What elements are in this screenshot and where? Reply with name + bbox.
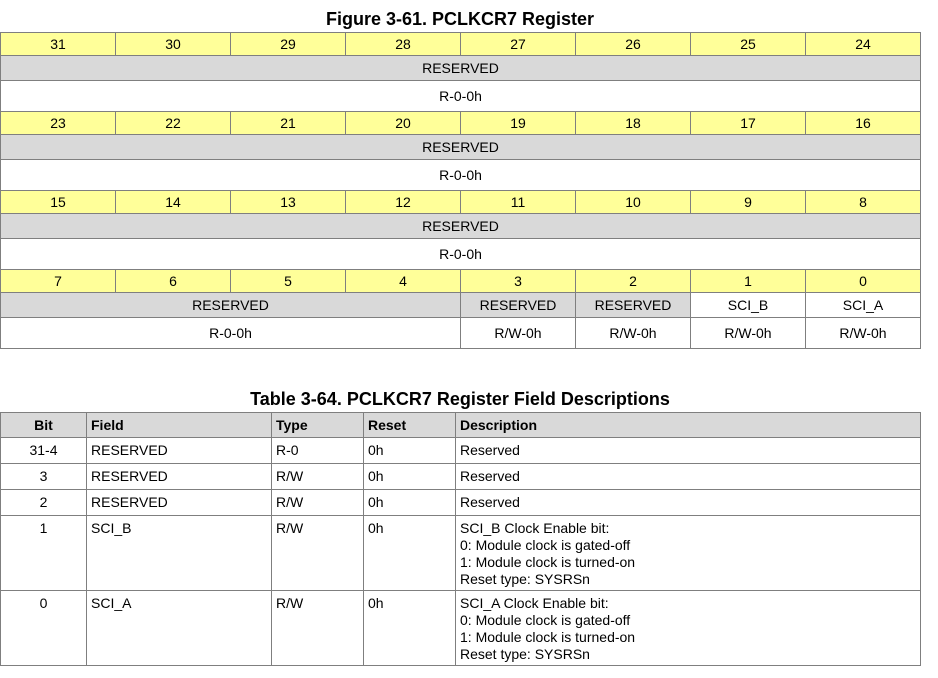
description-line: Reserved bbox=[460, 468, 520, 484]
bit-number: 21 bbox=[231, 112, 346, 135]
bit-number: 16 bbox=[806, 112, 921, 135]
bit-number-row bbox=[1, 33, 921, 56]
field-descriptions-table bbox=[0, 412, 921, 666]
table-title: Table 3-64. PCLKCR7 Register Field Descriptions bbox=[250, 389, 670, 409]
bit-number: 23 bbox=[1, 112, 116, 135]
header-description: Description bbox=[456, 413, 921, 438]
bit-number: 25 bbox=[691, 33, 806, 56]
bit-number: 14 bbox=[116, 191, 231, 214]
field-access: R-0-0h bbox=[1, 160, 921, 191]
description-line: 0: Module clock is gated-off bbox=[460, 537, 631, 553]
bit-number: 5 bbox=[231, 270, 346, 293]
field-name: RESERVED bbox=[1, 56, 921, 81]
cell-field: RESERVED bbox=[87, 464, 272, 490]
cell-field: SCI_B bbox=[87, 516, 272, 591]
description-line: SCI_B Clock Enable bit: bbox=[460, 520, 610, 536]
bit-number: 18 bbox=[576, 112, 691, 135]
field-access: R/W-0h bbox=[461, 318, 576, 349]
cell-description bbox=[456, 490, 921, 516]
bit-number: 19 bbox=[461, 112, 576, 135]
cell-reset: 0h bbox=[364, 438, 456, 464]
cell-type: R-0 bbox=[272, 438, 364, 464]
table-row bbox=[1, 490, 921, 516]
field-name: RESERVED bbox=[576, 293, 691, 318]
table-row bbox=[1, 438, 921, 464]
field-access: R-0-0h bbox=[1, 239, 921, 270]
header-field: Field bbox=[87, 413, 272, 438]
field-access: R/W-0h bbox=[691, 318, 806, 349]
bit-number: 9 bbox=[691, 191, 806, 214]
cell-reset: 0h bbox=[364, 516, 456, 591]
bit-number: 30 bbox=[116, 33, 231, 56]
bit-number: 31 bbox=[1, 33, 116, 56]
cell-description bbox=[456, 438, 921, 464]
cell-type: R/W bbox=[272, 464, 364, 490]
cell-bit: 1 bbox=[1, 516, 87, 591]
bit-number: 6 bbox=[116, 270, 231, 293]
bit-number: 11 bbox=[461, 191, 576, 214]
field-name-row bbox=[1, 214, 921, 239]
cell-type: R/W bbox=[272, 591, 364, 666]
bit-number: 3 bbox=[461, 270, 576, 293]
description-line: 0: Module clock is gated-off bbox=[460, 612, 631, 628]
bit-number-row bbox=[1, 112, 921, 135]
cell-field: RESERVED bbox=[87, 490, 272, 516]
field-name-row bbox=[1, 135, 921, 160]
bit-number: 27 bbox=[461, 33, 576, 56]
bit-number: 8 bbox=[806, 191, 921, 214]
table-row bbox=[1, 516, 921, 591]
access-row bbox=[1, 81, 921, 112]
field-name: RESERVED bbox=[1, 135, 921, 160]
cell-description bbox=[456, 591, 921, 666]
bit-number: 4 bbox=[346, 270, 461, 293]
field-access: R-0-0h bbox=[1, 318, 461, 349]
field-name: RESERVED bbox=[1, 214, 921, 239]
bit-number: 29 bbox=[231, 33, 346, 56]
cell-field: RESERVED bbox=[87, 438, 272, 464]
description-line: Reserved bbox=[460, 442, 520, 458]
cell-bit: 0 bbox=[1, 591, 87, 666]
cell-reset: 0h bbox=[364, 591, 456, 666]
description-line: SCI_A Clock Enable bit: bbox=[460, 595, 609, 611]
bit-number: 20 bbox=[346, 112, 461, 135]
table-row bbox=[1, 464, 921, 490]
cell-type: R/W bbox=[272, 490, 364, 516]
cell-bit: 3 bbox=[1, 464, 87, 490]
bit-number: 7 bbox=[1, 270, 116, 293]
bit-number: 15 bbox=[1, 191, 116, 214]
table-row bbox=[1, 591, 921, 666]
field-name-row bbox=[1, 293, 921, 318]
bit-number: 10 bbox=[576, 191, 691, 214]
field-name: RESERVED bbox=[461, 293, 576, 318]
cell-description bbox=[456, 464, 921, 490]
description-line: 1: Module clock is turned-on bbox=[460, 554, 636, 570]
field-access: R/W-0h bbox=[576, 318, 691, 349]
bit-number: 0 bbox=[806, 270, 921, 293]
header-type: Type bbox=[272, 413, 364, 438]
description-line: 1: Module clock is turned-on bbox=[460, 629, 636, 645]
bit-number: 17 bbox=[691, 112, 806, 135]
bit-number: 2 bbox=[576, 270, 691, 293]
cell-reset: 0h bbox=[364, 490, 456, 516]
cell-reset: 0h bbox=[364, 464, 456, 490]
field-name-sci-b: SCI_B bbox=[691, 293, 806, 318]
cell-bit: 2 bbox=[1, 490, 87, 516]
cell-description bbox=[456, 516, 921, 591]
header-reset: Reset bbox=[364, 413, 456, 438]
bit-number: 22 bbox=[116, 112, 231, 135]
table-header-row bbox=[1, 413, 921, 438]
access-row bbox=[1, 160, 921, 191]
field-access: R/W-0h bbox=[806, 318, 921, 349]
bit-number-row bbox=[1, 270, 921, 293]
access-row bbox=[1, 318, 921, 349]
description-line: Reset type: SYSRSn bbox=[460, 646, 590, 662]
field-name: RESERVED bbox=[1, 293, 461, 318]
bit-number: 26 bbox=[576, 33, 691, 56]
access-row bbox=[1, 239, 921, 270]
cell-field: SCI_A bbox=[87, 591, 272, 666]
bit-number: 24 bbox=[806, 33, 921, 56]
register-bit-diagram bbox=[0, 32, 921, 349]
description-line: Reset type: SYSRSn bbox=[460, 571, 590, 587]
bit-number: 13 bbox=[231, 191, 346, 214]
description-line: Reserved bbox=[460, 494, 520, 510]
bit-number: 1 bbox=[691, 270, 806, 293]
field-name-sci-a: SCI_A bbox=[806, 293, 921, 318]
header-bit: Bit bbox=[1, 413, 87, 438]
field-name-row bbox=[1, 56, 921, 81]
field-access: R-0-0h bbox=[1, 81, 921, 112]
cell-type: R/W bbox=[272, 516, 364, 591]
bit-number: 28 bbox=[346, 33, 461, 56]
bit-number: 12 bbox=[346, 191, 461, 214]
cell-bit: 31-4 bbox=[1, 438, 87, 464]
figure-title: Figure 3-61. PCLKCR7 Register bbox=[325, 9, 595, 29]
bit-number-row bbox=[1, 191, 921, 214]
